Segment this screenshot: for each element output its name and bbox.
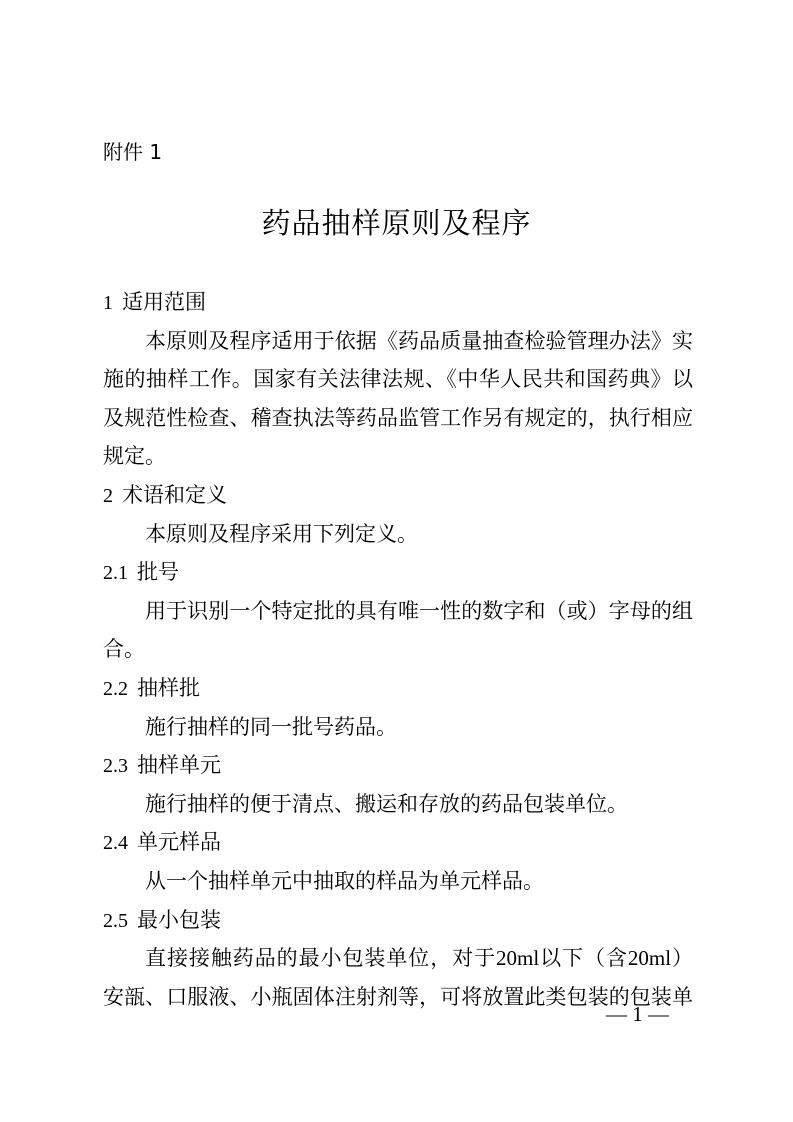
text-run: 20ml bbox=[496, 946, 540, 971]
text-run: ） bbox=[671, 946, 694, 971]
paragraph-line: 本原则及程序采用下列定义。 bbox=[145, 521, 418, 546]
section-title: 术语和定义 bbox=[122, 482, 227, 507]
section-number: 2.2 bbox=[103, 677, 128, 700]
section-title: 批号 bbox=[137, 560, 179, 585]
section-heading-2-4 bbox=[103, 823, 693, 862]
section-heading-2-1 bbox=[103, 553, 693, 592]
section-heading-1 bbox=[103, 283, 693, 322]
text-run: 直接接触药品的最小包装单位，对于 bbox=[145, 946, 497, 971]
paragraph-line: 本原则及程序适用于依据《药品质量抽查检验管理办法》实 bbox=[145, 328, 693, 353]
section-title: 最小包装 bbox=[137, 907, 221, 932]
section-title: 抽样单元 bbox=[137, 753, 221, 778]
paragraph-line: 规定。 bbox=[103, 444, 166, 469]
section-title: 抽样批 bbox=[137, 675, 200, 700]
section-number: 2.4 bbox=[103, 832, 128, 855]
paragraph-line: 合。 bbox=[103, 637, 145, 662]
attachment-label: 附件 1 bbox=[103, 140, 163, 164]
section-number: 2.1 bbox=[103, 562, 128, 585]
page-number: — 1 — bbox=[606, 1002, 669, 1026]
paragraph-line: 施的抽样工作。国家有关法律法规、《中华人民共和国药典》以 bbox=[103, 367, 693, 392]
text-run: 以下（含 bbox=[539, 946, 628, 971]
paragraph-line: 用于识别一个特定批的具有唯一性的数字和（或）字母的组 bbox=[145, 598, 693, 623]
section-heading-2-2 bbox=[103, 669, 693, 708]
section-number: 1 bbox=[103, 292, 113, 314]
paragraph-line: 施行抽样的同一批号药品。 bbox=[145, 714, 397, 739]
section-number: 2.5 bbox=[103, 909, 128, 932]
section-number: 2.3 bbox=[103, 755, 128, 778]
section-number: 2 bbox=[103, 484, 113, 507]
paragraph-line: 从一个抽样单元中抽取的样品为单元样品。 bbox=[145, 868, 544, 893]
section-title: 适用范围 bbox=[122, 290, 206, 314]
section-heading-2 bbox=[103, 476, 693, 515]
document-title: 药品抽样原则及程序 bbox=[261, 206, 532, 240]
document-body bbox=[103, 283, 693, 1016]
paragraph-line: 施行抽样的便于清点、搬运和存放的药品包装单位。 bbox=[145, 791, 628, 816]
paragraph-line: 安瓿、口服液、小瓶固体注射剂等，可将放置此类包装的包装单 bbox=[103, 984, 693, 1009]
paragraph-line: 及规范性检查、稽查执法等药品监管工作另有规定的，执行相应 bbox=[103, 405, 693, 430]
section-heading-2-5 bbox=[103, 901, 693, 940]
section-heading-2-3 bbox=[103, 746, 693, 785]
section-title: 单元样品 bbox=[137, 830, 221, 855]
text-run: 20ml bbox=[627, 946, 672, 971]
paragraph-line bbox=[103, 939, 693, 978]
